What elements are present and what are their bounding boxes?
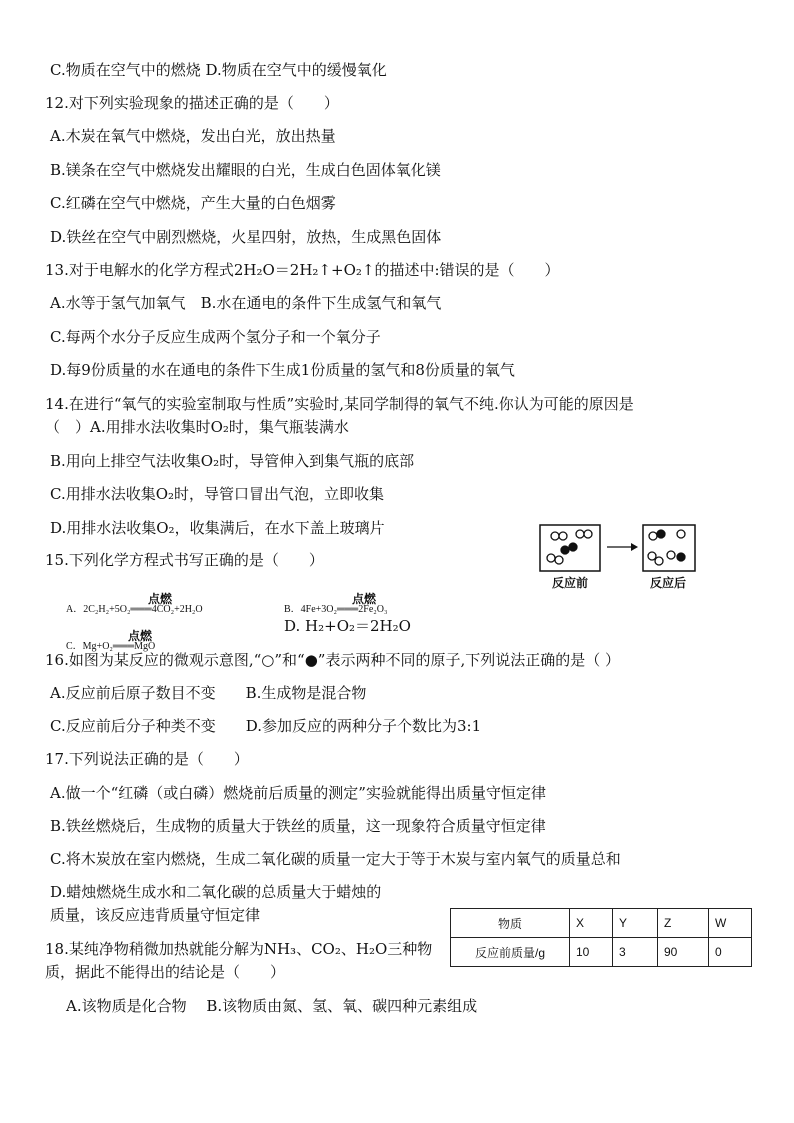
q15-b-condition: 点燃	[352, 592, 377, 606]
open-atom-icon	[648, 552, 656, 560]
q17-option-a: A.做一个“红磷（或白磷）燃烧前后质量的测定”实验就能得出质量守恒定律	[50, 784, 546, 802]
table-row	[451, 938, 752, 967]
q11-option-cd: C.物质在空气中的燃烧 D.物质在空气中的缓慢氧化	[50, 61, 387, 79]
after-box	[643, 525, 695, 571]
q12-option-b: B.镁条在空气中燃烧发出耀眼的白光，生成白色固体氧化镁	[50, 161, 441, 179]
q15-c-condition: 点燃	[128, 629, 153, 643]
q13-option-c: C.每两个水分子反应生成两个氢分子和一个氧分子	[50, 328, 381, 346]
table-cell: W	[709, 909, 752, 938]
filled-atom-icon	[569, 543, 577, 551]
table-cell: Y	[613, 909, 658, 938]
open-atom-icon	[576, 530, 584, 538]
open-atom-icon	[655, 557, 663, 565]
q15-option-d: D. H₂+O₂＝2H₂O	[284, 617, 411, 635]
q14-option-c: C.用排水法收集O₂时，导管口冒出气泡，立即收集	[50, 485, 385, 503]
q15-a-condition: 点燃	[148, 592, 173, 606]
table-cell: 0	[709, 938, 752, 967]
table-cell: 90	[658, 938, 709, 967]
filled-atom-icon	[657, 530, 665, 538]
table-row	[451, 909, 752, 938]
q16-option-ab: A.反应前后原子数目不变 B.生成物是混合物	[50, 684, 367, 702]
q17-option-d-line1: D.蜡烛燃烧生成水和二氧化碳的总质量大于蜡烛的	[50, 883, 382, 901]
open-atom-icon	[555, 556, 563, 564]
q17-option-d-line2: 质量，该反应违背质量守恒定律	[50, 906, 261, 924]
q12-option-c: C.红磷在空气中燃烧，产生大量的白色烟雾	[50, 194, 336, 212]
q15-option-b: B．4Fe+3O₂═══2Fe₂O₃	[284, 604, 388, 615]
open-atom-icon	[677, 530, 685, 538]
open-atom-icon	[667, 551, 675, 559]
diagram-before-label: 反应前	[552, 576, 589, 590]
open-atom-icon	[551, 532, 559, 540]
filled-atom-icon	[561, 546, 569, 554]
q13-stem: 13.对于电解水的化学方程式2H₂O＝2H₂↑+O₂↑的描述中:错误的是（ ）	[45, 261, 560, 279]
q18-option-ab: A.该物质是化合物 B.该物质由氮、氢、氧、碳四种元素组成	[66, 997, 478, 1015]
q16-stem: 16.如图为某反应的微观示意图,“○”和“●”表示两种不同的原子,下列说法正确的是（ ）	[45, 651, 621, 669]
table-cell: 3	[613, 938, 658, 967]
open-atom-icon	[649, 532, 657, 540]
q14-option-d: D.用排水法收集O₂，收集满后，在水下盖上玻璃片	[50, 519, 385, 537]
q17-option-b: B.铁丝燃烧后，生成物的质量大于铁丝的质量，这一现象符合质量守恒定律	[50, 817, 546, 835]
q15-stem: 15.下列化学方程式书写正确的是（ ）	[45, 551, 324, 569]
q18-stem-line2: 质，据此不能得出的结论是（ ）	[45, 963, 286, 981]
open-atom-icon	[559, 532, 567, 540]
table-cell: 反应前质量/g	[451, 938, 570, 967]
q12-option-a: A.木炭在氧气中燃烧，发出白光，放出热量	[50, 127, 336, 145]
q15-option-c: C．Mg+O₂═══MgO	[66, 641, 156, 652]
q15-option-a: A．2C₂H₂+5O₂═══4CO₂+2H₂O	[66, 604, 203, 615]
q14-option-b: B.用向上排空气法收集O₂时，导管伸入到集气瓶的底部	[50, 452, 415, 470]
diagram-after-label: 反应后	[650, 576, 687, 590]
open-atom-icon	[584, 530, 592, 538]
q14-stem: 14.在进行“氧气的实验室制取与性质”实验时,某同学制得的氧气不纯.你认为可能的原因是	[45, 395, 634, 413]
q16-option-cd: C.反应前后分子种类不变 D.参加反应的两种分子个数比为3:1	[50, 717, 482, 735]
table-cell: Z	[658, 909, 709, 938]
table-cell: X	[570, 909, 613, 938]
arrow-head-icon	[631, 543, 638, 551]
q14-option-a: （ ）A.用排水法收集时O₂时，集气瓶装满水	[45, 418, 349, 436]
mass-table	[450, 908, 752, 967]
q18-stem-line1: 18.某纯净物稍微加热就能分解为NH₃、CO₂、H₂O三种物	[45, 940, 433, 958]
q12-stem: 12.对下列实验现象的描述正确的是（ ）	[45, 94, 339, 112]
q17-stem: 17.下列说法正确的是（ ）	[45, 750, 249, 768]
table-cell: 10	[570, 938, 613, 967]
q12-option-d: D.铁丝在空气中剧烈燃烧，火星四射，放热，生成黑色固体	[50, 228, 442, 246]
filled-atom-icon	[677, 553, 685, 561]
q13-option-d: D.每9份质量的水在通电的条件下生成1份质量的氢气和8份质量的氧气	[50, 361, 515, 379]
table-cell: 物质	[451, 909, 570, 938]
open-atom-icon	[547, 554, 555, 562]
q17-option-c: C.将木炭放在室内燃烧，生成二氧化碳的质量一定大于等于木炭与室内氧气的质量总和	[50, 850, 621, 868]
q13-option-ab: A.水等于氢气加氧气 B.水在通电的条件下生成氢气和氧气	[50, 294, 442, 312]
